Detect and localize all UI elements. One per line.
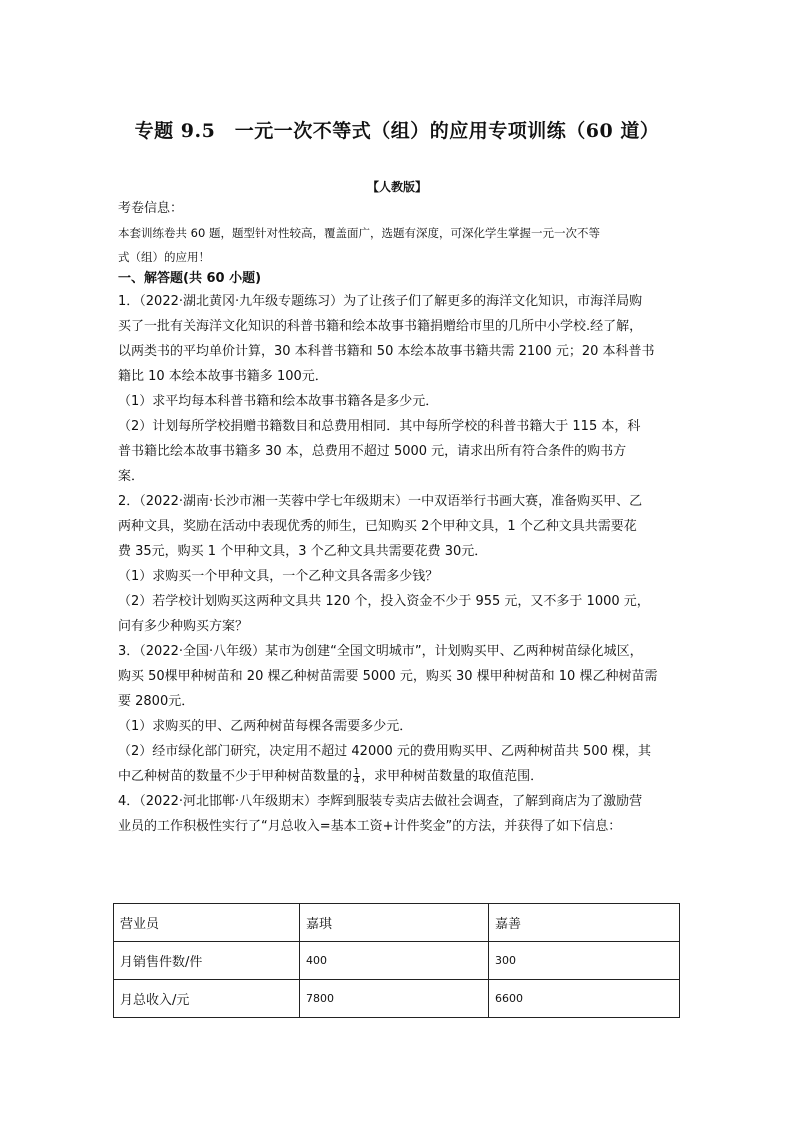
q1-sub2-line2: 普书籍比绘本故事书籍多 30 本，总费用不超过 5000 元，请求出所有符合条件的购书方 — [118, 444, 627, 459]
page-title: 专题 9.5 一元一次不等式（组）的应用专项训练（60 道） — [134, 120, 660, 142]
q4-line2: 业员的工作积极性实行了“月总收入=基本工资+计件奖金”的方法，并获得了如下信息： — [118, 819, 622, 834]
q3-sub2-line2-text-a: 中乙种树苗的数量不少于甲种树苗数量的 — [118, 769, 353, 784]
q1-line4: 籍比 10 本绘本故事书籍多 100元． — [118, 369, 328, 384]
exam-info-desc-line1: 本套训练卷共 60 题，题型针对性较高，覆盖面广，选题有深度，可深化学生掌握一元一次不等 — [118, 226, 600, 240]
table-cell: 月总收入/元 — [114, 980, 300, 1018]
document-body — [118, 196, 680, 839]
question-1 — [118, 289, 680, 489]
question-4 — [118, 789, 680, 839]
fraction-one-quarter — [353, 768, 360, 785]
table-cell: 400 — [300, 942, 489, 980]
q3-sub2-line2-text-b: ，求甲种树苗数量的取值范围． — [361, 769, 544, 784]
q3-line3: 要 2800元． — [118, 694, 195, 709]
table-cell: 月销售件数/件 — [114, 942, 300, 980]
q1-line2: 买了一批有关海洋文化知识的科普书籍和绘本故事书籍捐赠给市里的几所中小学校.经了解， — [118, 319, 643, 334]
fraction-numerator: 1 — [354, 767, 360, 776]
table-cell: 6600 — [489, 980, 680, 1018]
salary-info-table — [113, 903, 680, 1018]
table-header-cell: 嘉琪 — [300, 904, 489, 942]
table-row — [114, 942, 680, 980]
q2-line3: 费 35元，购买 1 个甲种文具，3 个乙种文具共需要花费 30元． — [118, 544, 488, 559]
q2-sub1: （1）求购买一个甲种文具，一个乙种文具各需多少钱？ — [118, 569, 439, 584]
q2-line2: 两种文具，奖励在活动中表现优秀的师生，已知购买 2个甲种文具，1 个乙种文具共需要花 — [118, 519, 637, 534]
table-header-cell: 嘉善 — [489, 904, 680, 942]
q3-sub1: （1）求购买的甲、乙两种树苗每棵各需要多少元． — [118, 719, 413, 734]
q1-line3: 以两类书的平均单价计算，30 本科普书籍和 50 本绘本故事书籍共需 2100 元；20 本科普书 — [118, 344, 655, 359]
section-heading: 一、解答题(共 60 小题) — [118, 271, 262, 286]
q2-line1: 2．（2022·湖南·长沙市湘一芙蓉中学七年级期末）一中双语举行书画大赛，准备购买甲、乙 — [118, 494, 643, 509]
question-2 — [118, 489, 680, 639]
q1-sub1: （1）求平均每本科普书籍和绘本故事书籍各是多少元． — [118, 394, 439, 409]
q1-sub2-line1: （2）计划每所学校捐赠书籍数目和总费用相同．其中每所学校的科普书籍大于 115 本，科 — [118, 419, 641, 434]
edition-label: 【人教版】 — [366, 180, 427, 194]
q1-sub2-line3: 案． — [118, 469, 145, 484]
question-3 — [118, 639, 680, 789]
fraction-denominator: 4 — [354, 776, 360, 785]
q2-sub2-line2: 问有多少种购买方案？ — [118, 619, 249, 634]
q3-line1: 3．（2022·全国·八年级）某市为创建“全国文明城市”，计划购买甲、乙两种树苗绿化城区， — [118, 644, 643, 659]
q1-line1: 1．（2022·湖北黄冈·九年级专题练习）为了让孩子们了解更多的海洋文化知识，市海洋局购 — [118, 294, 643, 309]
table-cell: 300 — [489, 942, 680, 980]
q3-sub2-line2 — [118, 764, 680, 789]
q2-sub2-line1: （2）若学校计划购买这两种文具共 120 个，投入资金不少于 955 元，又不多于 1000 元， — [118, 594, 650, 609]
exam-info-desc-line2: 式（组）的应用！ — [118, 250, 210, 264]
table-cell: 7800 — [300, 980, 489, 1018]
table-header-cell: 营业员 — [114, 904, 300, 942]
q3-sub2-line1: （2）经市绿化部门研究，决定用不超过 42000 元的费用购买甲、乙两种树苗共 500 棵，其 — [118, 744, 651, 759]
table-header-row — [114, 904, 680, 942]
q4-line1: 4．（2022·河北邯郸·八年级期末）李辉到服装专卖店去做社会调查，了解到商店为了激励营 — [118, 794, 643, 809]
exam-info-label: 考卷信息： — [118, 201, 184, 216]
table-row — [114, 980, 680, 1018]
q3-line2: 购买 50棵甲种树苗和 20 棵乙种树苗需要 5000 元，购买 30 棵甲种树苗和 10 棵乙种树苗需 — [118, 669, 658, 684]
